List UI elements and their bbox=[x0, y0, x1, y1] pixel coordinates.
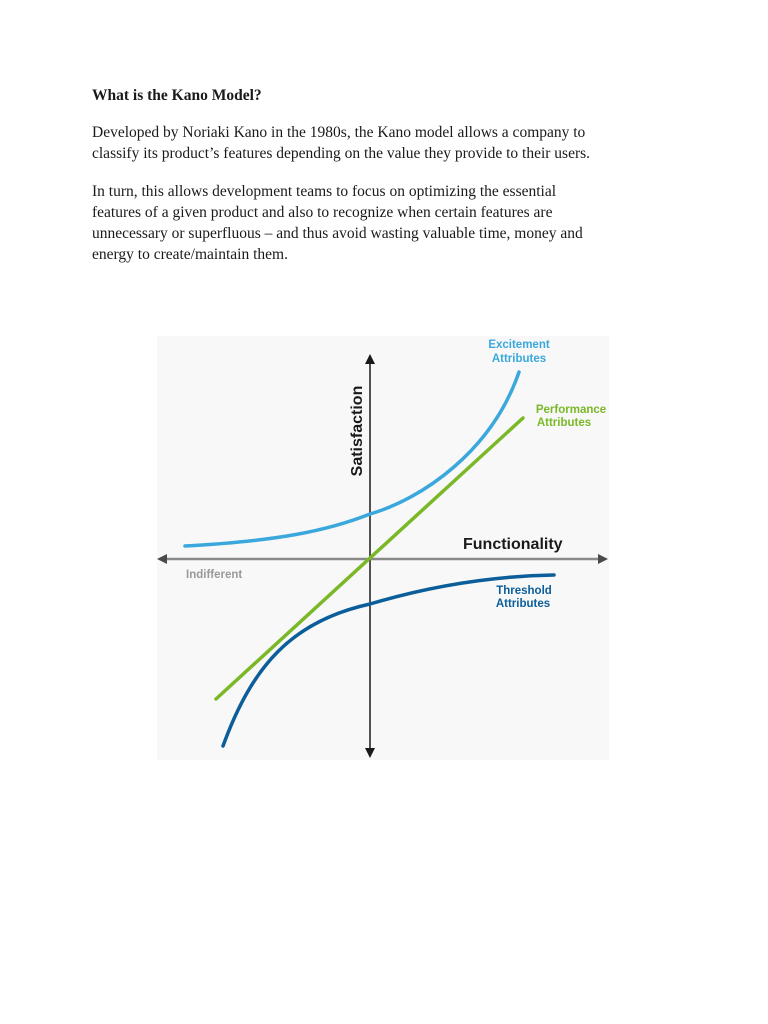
kano-model-diagram bbox=[157, 336, 609, 760]
y-axis-bottom-arrow bbox=[365, 748, 375, 758]
document-body bbox=[92, 86, 692, 282]
paragraph-detail bbox=[92, 181, 692, 265]
performance-label-line1: Performance bbox=[535, 404, 607, 416]
paragraph-line: In turn, this allows development teams to focus on optimizing the essential bbox=[92, 183, 557, 200]
excitement-label-line1: Excitement bbox=[488, 339, 550, 351]
threshold-label-line2: Attributes bbox=[495, 598, 551, 610]
document-heading: What is the Kano Model? bbox=[92, 87, 262, 104]
y-axis-top-arrow bbox=[365, 354, 375, 364]
performance-label-line2: Attributes bbox=[536, 417, 592, 429]
x-axis-label: Functionality bbox=[463, 536, 563, 553]
paragraph-intro bbox=[92, 122, 692, 164]
paragraph-line: unnecessary or superfluous – and thus avoid wasting valuable time, money and bbox=[92, 225, 583, 242]
paragraph-line: features of a given product and also to recognize when certain features are bbox=[92, 204, 553, 221]
x-axis-right-arrow bbox=[598, 554, 608, 564]
excitement-label-line2: Attributes bbox=[491, 353, 547, 365]
indifferent-label: Indifferent bbox=[186, 569, 243, 581]
paragraph-line: classify its product’s features depending on the value they provide to their users. bbox=[92, 145, 591, 162]
paragraph-line: energy to create/maintain them. bbox=[92, 246, 288, 263]
x-axis-left-arrow bbox=[157, 554, 167, 564]
paragraph-line: Developed by Noriaki Kano in the 1980s, the Kano model allows a company to bbox=[92, 124, 586, 141]
y-axis-label: Satisfaction bbox=[349, 385, 366, 477]
threshold-label-line1: Threshold bbox=[496, 585, 552, 597]
kano-diagram-svg bbox=[157, 336, 609, 760]
